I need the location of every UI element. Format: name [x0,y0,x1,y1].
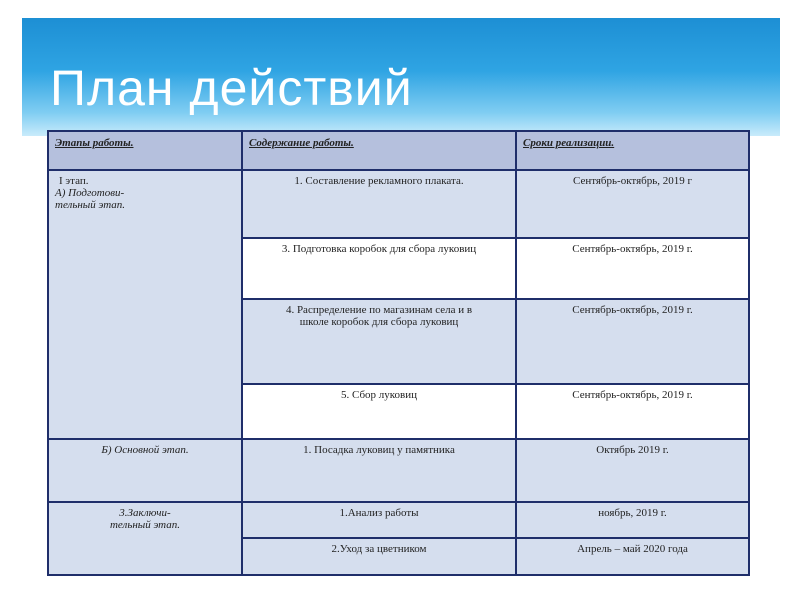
term-cell: ноябрь, 2019 г. [516,502,749,538]
content-cell: 5. Сбор луковиц [242,384,516,439]
content-cell [242,299,516,384]
stage-cell-final [48,502,242,575]
table-header-row [48,131,749,170]
content-cell: 1.Анализ работы [242,502,516,538]
term-cell: Сентябрь-октябрь, 2019 г. [516,384,749,439]
stage-cell-main: Б) Основной этап. [48,439,242,502]
content-line: 4. Распределение по магазинам села и в [285,304,473,316]
column-header-content: Содержание работы. [242,131,516,170]
term-cell: Апрель – май 2020 года [516,538,749,575]
slide-title: План действий [50,60,413,116]
column-header-terms: Сроки реализации. [516,131,749,170]
term-cell: Сентябрь-октябрь, 2019 г. [516,299,749,384]
term-cell: Октябрь 2019 г. [516,439,749,502]
content-cell: 1. Посадка луковиц у памятника [242,439,516,502]
column-header-stages: Этапы работы. [48,131,242,170]
stage-cell-preparatory [48,170,242,439]
content-cell: 1. Составление рекламного плаката. [242,170,516,238]
action-plan-table [47,130,750,576]
table-row [48,439,749,502]
table-row [48,502,749,538]
stage-label: тельный этап. [55,199,126,211]
stage-label: тельный этап. [109,519,181,531]
content-cell: 3. Подготовка коробок для сбора луковиц [242,238,516,299]
term-cell: Сентябрь-октябрь, 2019 г [516,170,749,238]
stage-label: I этап. [59,175,89,187]
content-cell: 2.Уход за цветником [242,538,516,575]
term-cell: Сентябрь-октябрь, 2019 г. [516,238,749,299]
stage-label: 3.Заключи- [119,507,171,519]
table-row [48,170,749,238]
stage-label: А) Подготови- [55,187,125,199]
content-line: школе коробок для сбора луковиц [299,316,459,328]
